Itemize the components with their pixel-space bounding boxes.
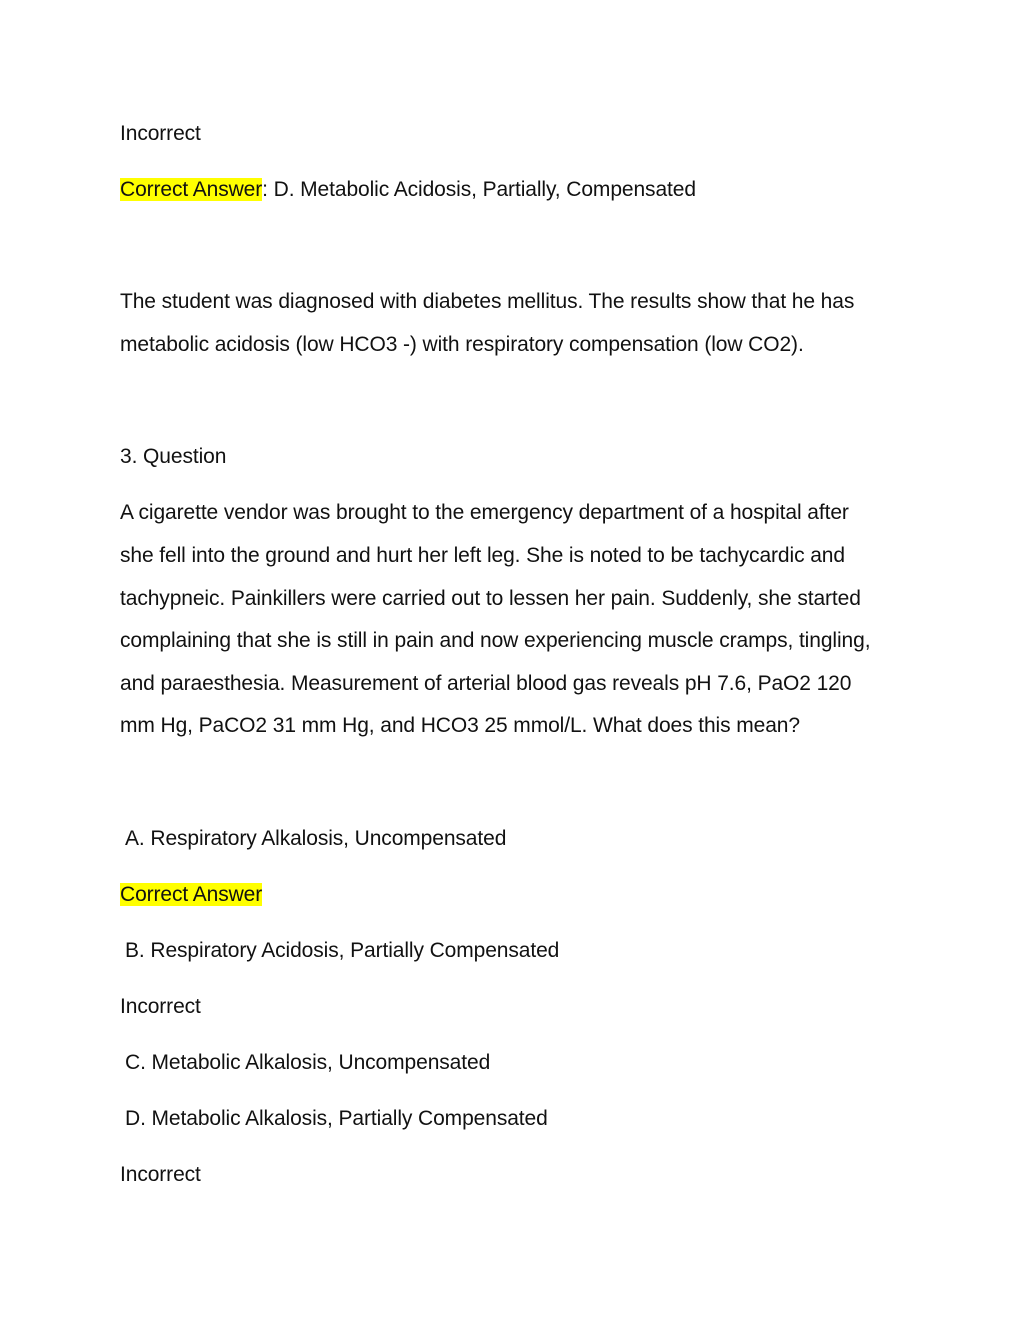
prev-answer-status: Incorrect xyxy=(120,122,201,145)
correct-answer-highlight: Correct Answer xyxy=(120,178,263,201)
option-a: A. Respiratory Alkalosis, Uncompensated xyxy=(125,827,507,850)
question-text-line: she fell into the ground and hurt her left leg. She is noted to be tachycardic and xyxy=(120,544,845,567)
option-b: B. Respiratory Acidosis, Partially Compensated xyxy=(125,939,560,962)
option-d: D. Metabolic Alkalosis, Partially Compensated xyxy=(125,1107,548,1130)
correct-answer-value: : D. Metabolic Acidosis, Partially, Compensated xyxy=(262,178,696,201)
question-text-line: complaining that she is still in pain and now experiencing muscle cramps, tingling, xyxy=(120,629,871,652)
question-number: 3. Question xyxy=(120,445,227,468)
explanation-line: The student was diagnosed with diabetes mellitus. The results show that he has xyxy=(120,290,855,313)
option-b-status: Incorrect xyxy=(120,995,201,1018)
option-a-status xyxy=(120,881,262,909)
option-d-status: Incorrect xyxy=(120,1163,201,1186)
question-text-line: and paraesthesia. Measurement of arterial blood gas reveals pH 7.6, PaO2 120 xyxy=(120,672,852,695)
question-text-line: mm Hg, PaCO2 31 mm Hg, and HCO3 25 mmol/L. What does this mean? xyxy=(120,714,800,737)
question-text-line: A cigarette vendor was brought to the emergency department of a hospital after xyxy=(120,501,849,524)
explanation-line: metabolic acidosis (low HCO3 -) with respiratory compensation (low CO2). xyxy=(120,333,804,356)
question-text-line: tachypneic. Painkillers were carried out to lessen her pain. Suddenly, she started xyxy=(120,587,861,610)
correct-answer-highlight: Correct Answer xyxy=(120,883,263,906)
option-c: C. Metabolic Alkalosis, Uncompensated xyxy=(125,1051,491,1074)
prev-correct-answer xyxy=(120,176,696,204)
